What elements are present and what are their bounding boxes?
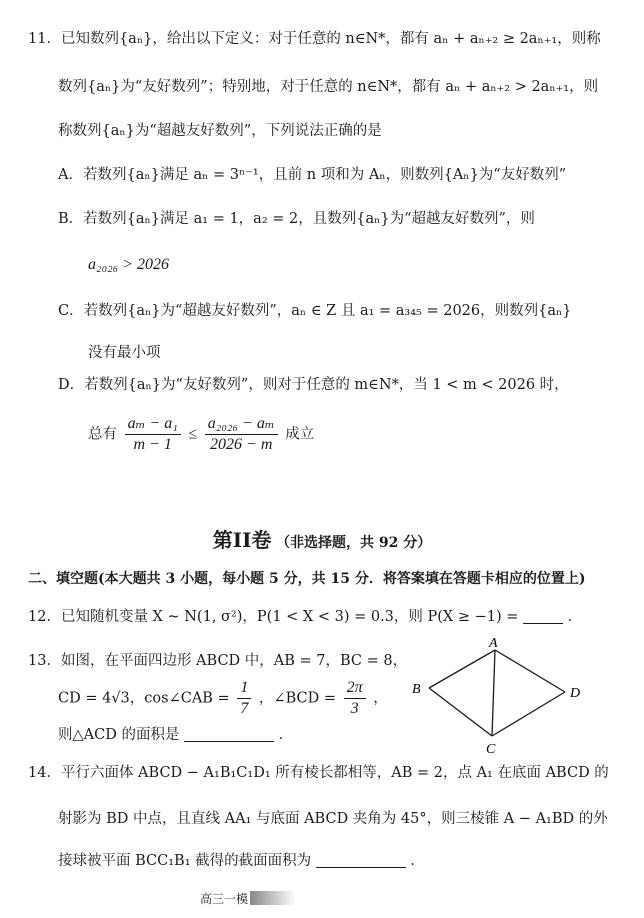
q13-angle-fraction: [344, 678, 366, 719]
q11-d-frac-left-num: aₘ − a₁: [125, 414, 181, 435]
label-a: A: [489, 636, 498, 651]
q11-option-b-line2: a₂₀₂₆ > 2026: [88, 256, 170, 273]
section-title-main: 第II卷: [212, 528, 272, 552]
q13-line3-end: ．: [278, 727, 294, 743]
edge-cd: [492, 692, 565, 736]
q14-line1: 14．平行六面体 ABCD − A₁B₁C₁D₁ 所有棱长都相等，AB = 2，点 A₁ 在底面 ABCD 的: [28, 765, 609, 781]
q11-option-d-line2: [88, 414, 314, 455]
q13-line2-b: ，∠BCD =: [258, 690, 336, 707]
section-title: [0, 524, 644, 553]
q12-line: [28, 606, 582, 628]
q13-line3-text: 则△ACD 的面积是: [58, 727, 180, 743]
page-footer: [200, 890, 296, 907]
q13-line3: [58, 724, 293, 746]
q13-cos-num: 1: [237, 678, 251, 699]
q11-d-frac-right-den: 2026 − m: [210, 436, 273, 453]
q11-d-frac-left-den: m − 1: [133, 436, 172, 453]
q13-line2-c: ，: [373, 690, 388, 707]
q11-option-c-line1: C．若数列{aₙ}为“超越友好数列”，aₙ ∈ Z 且 a₁ = a₃₄₅ = 2026，则数列{aₙ}: [58, 303, 572, 319]
q11-line3: 称数列{aₙ}为“超越友好数列”，下列说法正确的是: [58, 123, 382, 139]
q13-line2: [58, 678, 388, 719]
edge-bc: [429, 688, 492, 736]
q11-d-le: ≤: [188, 425, 198, 443]
q11-d-frac-right-num: a₂₀₂₆ − aₘ: [205, 414, 278, 435]
q13-line1: 13．如图，在平面四边形 ABCD 中，AB = 7，BC = 8，: [28, 653, 408, 669]
q12-answer-blank: [523, 607, 563, 624]
q11-option-b-line1: B．若数列{aₙ}满足 a₁ = 1，a₂ = 2，且数列{aₙ}为“超越友好数列”，则: [58, 211, 535, 227]
q11-d-fraction-left: [125, 414, 181, 455]
q13-angle-num: 2π: [344, 678, 366, 699]
q12-text: 12．已知随机变量 X ~ N(1, σ²)，P(1 < X < 3) = 0.3，则 P(X ≥ −1) =: [28, 609, 519, 625]
footer-text: 高三一模: [200, 892, 249, 906]
q12-end: ．: [567, 609, 583, 625]
quadrilateral-diagram: [400, 636, 590, 758]
q14-line3-text: 接球被平面 BCC₁B₁ 截得的截面面积为: [58, 853, 312, 869]
label-c: C: [486, 742, 496, 757]
q11-line2: 数列{aₙ}为“友好数列”；特别地，对于任意的 n∈N*，都有 aₙ + aₙ₊₂ > 2aₙ₊₁，则: [58, 79, 599, 95]
label-b: B: [412, 682, 421, 697]
q13-angle-den: 3: [350, 700, 359, 717]
q11-line1: 11．已知数列{aₙ}，给出以下定义：对于任意的 n∈N*，都有 aₙ + aₙ₊₂ ≥ 2aₙ₊₁，则称: [28, 31, 601, 47]
section-title-sub: （非选择题，共 92 分）: [276, 535, 432, 551]
q11-option-c-line2: 没有最小项: [88, 345, 161, 361]
q11-option-d-line1: D．若数列{aₙ}为“友好数列”，则对于任意的 m∈N*，当 1 < m < 2026 时，: [58, 377, 569, 393]
q14-line3: [58, 850, 425, 872]
q14-line2: 射影为 BD 中点，且直线 AA₁ 与底面 ABCD 夹角为 45°，则三棱锥 A − A₁BD 的外: [58, 811, 608, 827]
q13-answer-blank: [184, 725, 274, 742]
q13-cos-fraction: [237, 678, 251, 719]
q11-d-suffix: 成立: [285, 426, 315, 443]
edge-ab: [429, 650, 495, 688]
label-d: D: [570, 686, 581, 701]
footer-fade: [250, 891, 296, 905]
q13-cos-den: 7: [240, 700, 249, 717]
q11-option-a: A．若数列{aₙ}满足 aₙ = 3ⁿ⁻¹，且前 n 项和为 Aₙ，则数列{Aₙ}为“友好数列”: [58, 167, 567, 183]
q13-line2-a: CD = 4√3，cos∠CAB =: [58, 690, 230, 707]
q14-line3-end: ．: [410, 853, 425, 869]
diagonal-ac: [492, 650, 495, 736]
edge-ad: [495, 650, 565, 692]
q11-d-fraction-right: [205, 414, 278, 455]
q11-d-prefix: 总有: [88, 426, 117, 443]
part2-heading: 二、填空题(本大题共 3 小题，每小题 5 分，共 15 分．将答案填在答题卡相应的位置上): [28, 571, 586, 587]
q14-answer-blank: [316, 851, 406, 868]
